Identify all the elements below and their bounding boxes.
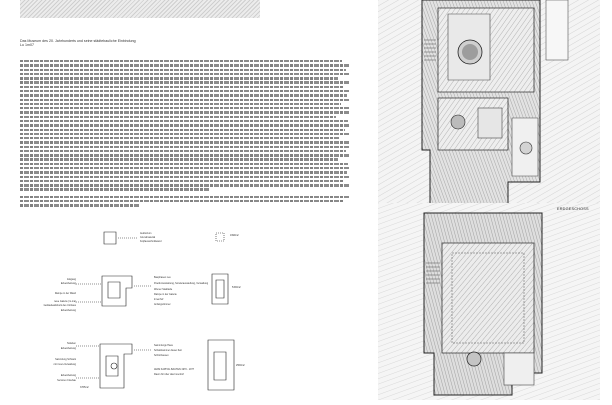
area-mark: 2560m2: [236, 364, 245, 367]
diagram-1-mark-outline: [216, 233, 224, 241]
diagram-3-mark-inner: [214, 352, 226, 380]
main-gallery: [442, 243, 534, 353]
diagram-2-plan: [102, 276, 132, 306]
street-strip: [546, 0, 568, 60]
text-line: [20, 163, 348, 165]
text-line: [20, 90, 350, 92]
title-block: [20, 39, 350, 48]
text-line: [20, 137, 340, 139]
diagram-label: Gebäudeabdruck des Umbaus: [43, 304, 76, 307]
diagram-label: Grundmaterial: [140, 236, 156, 239]
diagram-label: Sammlungs Haus: [154, 344, 173, 347]
diagram-2-mark-outline: [212, 274, 228, 304]
diagram-3-plan: [100, 344, 132, 388]
diagram-3-inner: [106, 356, 118, 376]
text-line: [20, 158, 338, 160]
text-line: [20, 60, 342, 62]
text-line: [20, 116, 336, 118]
text-line: [20, 120, 348, 122]
diagram-label: Kopfausschnittwand: [140, 240, 162, 243]
text-line: [20, 146, 350, 148]
diagram-label: Wiener Stadtteile: [154, 288, 173, 291]
text-line: [20, 167, 350, 169]
text-line: [20, 200, 344, 202]
diagram-label: Eckeinbettung: [60, 374, 76, 377]
text-line: [20, 184, 350, 186]
small-court: [478, 108, 502, 138]
diagram-label: Poetik Ausstattung, Sonderausstellung, Verwaltung: [154, 282, 209, 285]
rotunda: [467, 352, 481, 366]
text-line: [20, 129, 345, 131]
diagram-label: neue Galerie (m-ma): [53, 300, 76, 303]
text-line: [20, 99, 350, 101]
plan-caption: ERDGESCHOSS: [557, 207, 589, 211]
text-line: [20, 111, 350, 113]
text-line: [20, 204, 140, 206]
text-line: [20, 107, 349, 109]
text-line: [20, 176, 350, 178]
diagram-label: Anfangszimmer: [154, 303, 171, 306]
text-line: [20, 73, 350, 75]
rotunda-core: [462, 44, 478, 60]
diagram-label: Eckeinbettung: [60, 309, 76, 312]
text-line: [20, 180, 343, 182]
diagram-label: Eckeinbettung: [60, 282, 76, 285]
diagram-label: Schönhausen: [154, 354, 169, 357]
floor-plan-upper: [378, 0, 600, 222]
document-subtitle: Lu 1m07: [20, 43, 34, 48]
annex-rotunda: [520, 142, 532, 154]
diagram-label: Eingang: [67, 278, 76, 281]
annex: [504, 353, 534, 385]
diagram-label: Eckeinbettung: [60, 347, 76, 350]
text-line: [20, 103, 341, 105]
body-text: [20, 60, 350, 209]
text-line: [20, 81, 349, 83]
text-line: [20, 124, 350, 126]
area-mark: 1999m2: [230, 234, 239, 237]
area-mark: 5150m2: [232, 286, 241, 289]
text-line: [20, 64, 350, 66]
text-line: [20, 86, 344, 88]
area-mark: 3765m2: [80, 386, 89, 389]
program-diagrams: [20, 228, 350, 400]
text-line: [20, 188, 210, 190]
floor-plan-lower: [378, 203, 600, 400]
text-line: [20, 94, 347, 96]
diagram-label: Teilarten: [66, 342, 76, 345]
diagram-2-mark-inner: [216, 280, 224, 298]
top-sketch-image: [20, 0, 260, 18]
diagram-3-rotunda: [111, 363, 117, 369]
diagram-label: Rampe in der Galerie: [154, 293, 177, 296]
text-line: [20, 69, 346, 71]
document-title: Das Museum des 20. Jahrhunderts und seine städtebauliche Einbindung: [20, 39, 136, 43]
diagram-2-inner: [108, 282, 120, 298]
text-line: [20, 133, 350, 135]
text-line: [20, 150, 346, 152]
diagram-label: Innenhof: [154, 298, 164, 301]
diagram-label: mit innen-Verwaltung: [53, 363, 76, 366]
small-rotunda: [451, 115, 465, 129]
text-line: [20, 196, 350, 198]
text-line: [20, 77, 338, 79]
diagram-3-mark-outline: [208, 340, 234, 390]
diagram-label: Sammlung Schrank: [55, 358, 76, 361]
diagram-label: Schatzkammer dieser Zeit: [154, 349, 182, 352]
text-line: [20, 171, 347, 173]
text-line: [20, 154, 350, 156]
diagram-label: JENS KAPITAL BAUTEN 1970 - 1977: [154, 368, 195, 371]
text-line: [20, 141, 349, 143]
diagram-label: Auditorium: [140, 232, 152, 235]
diagram-1-plan: [104, 232, 116, 244]
diagram-label: Serviceo Cinebau: [57, 379, 76, 382]
diagram-label: Bauphasen neu: [154, 276, 171, 279]
diagram-label: Rampe in der Wand: [54, 292, 76, 295]
diagram-label: Raum für über das Innenhof: [154, 373, 184, 376]
